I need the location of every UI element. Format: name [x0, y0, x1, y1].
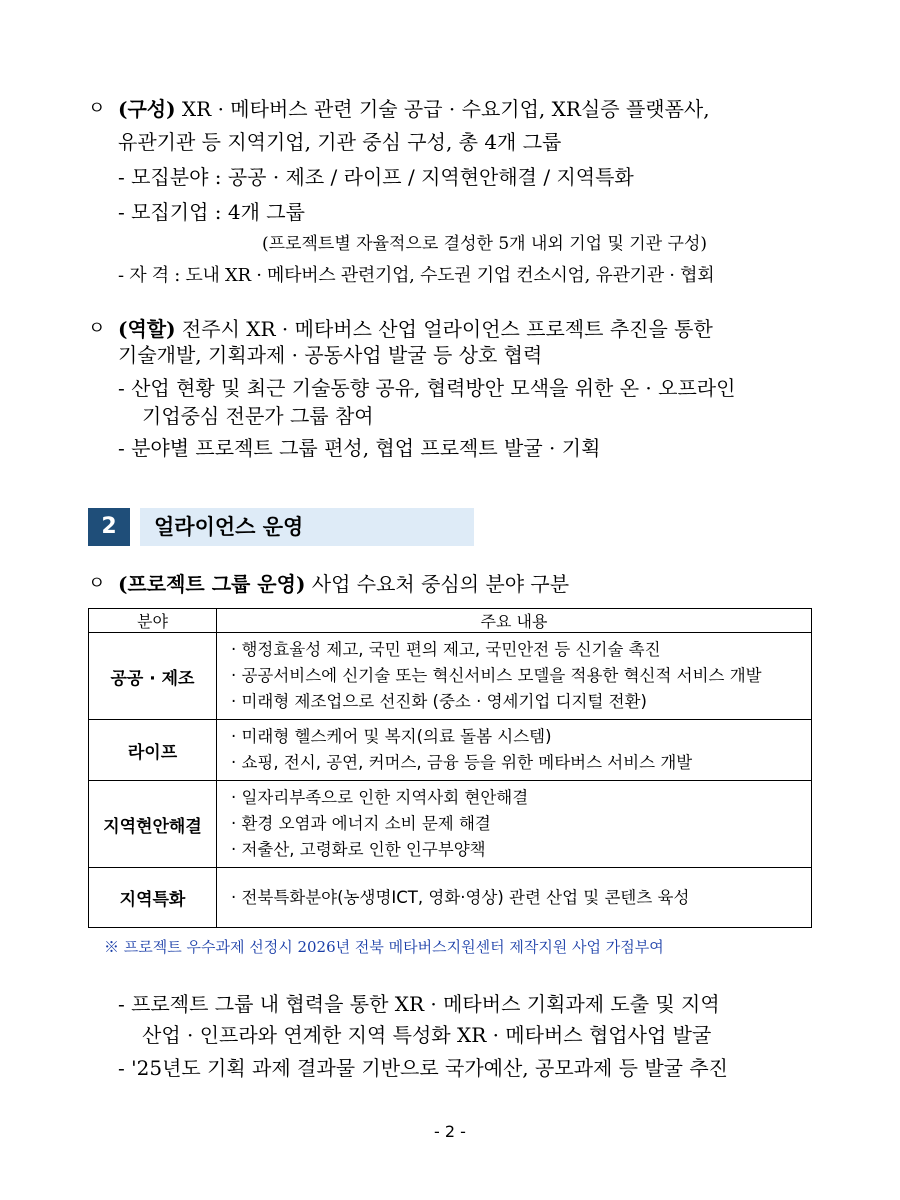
- recruit-field: - 모집분야 : 공공 · 제조 / 라이프 / 지역현안해결 / 지역특화: [118, 165, 634, 189]
- project-detail-1b: 산업 · 인프라와 연계한 지역 특성화 XR · 메타버스 협업사업 발굴: [142, 1023, 712, 1047]
- table-row: [89, 781, 812, 868]
- table-header-row: [89, 609, 812, 633]
- role-detail-1a: - 산업 현황 및 최근 기술동향 공유, 협력방안 모색을 위한 온 · 오프라인: [118, 376, 736, 400]
- header-content: 주요 내용: [217, 609, 812, 633]
- project-group-line: [118, 570, 569, 598]
- page-number: - 2 -: [434, 1122, 466, 1141]
- row-items: [217, 868, 812, 928]
- list-item: · 미래형 헬스케어 및 복지(의료 돌봄 시스템): [231, 727, 552, 746]
- row-items: [217, 633, 812, 720]
- list-item: · 미래형 제조업으로 선진화 (중소 · 영세기업 디지털 전환): [231, 692, 647, 711]
- composition-line-1: [118, 95, 710, 123]
- bullet-circle: ㅇ: [88, 98, 106, 119]
- composition-label: (구성): [118, 97, 176, 121]
- table-row: [89, 633, 812, 720]
- project-detail-2: - '25년도 기획 과제 결과물 기반으로 국가예산, 공모과제 등 발굴 추진: [118, 1056, 728, 1080]
- row-category: 지역특화: [89, 868, 217, 928]
- bullet-circle: ㅇ: [88, 573, 106, 594]
- recruit-company: - 모집기업 : 4개 그룹: [118, 200, 305, 224]
- list-item: · 전북특화분야(농생명ICT, 영화·영상) 관련 산업 및 콘텐츠 육성: [231, 887, 690, 907]
- role-line-1: [118, 315, 713, 343]
- role-detail-2: - 분야별 프로젝트 그룹 편성, 협업 프로젝트 발굴 · 기획: [118, 436, 601, 460]
- composition-text: XR · 메타버스 관련 기술 공급 · 수요기업, XR실증 플랫폼사,: [175, 97, 710, 121]
- role-line-2: 기술개발, 기획과제 · 공동사업 발굴 등 상호 협력: [118, 343, 543, 367]
- list-item: · 저출산, 고령화로 인한 인구부양책: [231, 840, 486, 859]
- list-item: · 일자리부족으로 인한 지역사회 현안해결: [231, 788, 529, 807]
- role-text: 전주시 XR · 메타버스 산업 얼라이언스 프로젝트 추진을 통한: [175, 317, 713, 341]
- role-label: (역할): [118, 317, 176, 341]
- row-items: [217, 781, 812, 868]
- note-text: ※ 프로젝트 우수과제 선정시 2026년 전북 메타버스지원센터 제작지원 사업 가점부여: [104, 938, 664, 956]
- project-group-table: [88, 608, 812, 928]
- project-group-text: 사업 수요처 중심의 분야 구분: [305, 572, 570, 596]
- header-field: 분야: [89, 609, 217, 633]
- bullet-circle: ㅇ: [88, 318, 106, 339]
- section-title: 얼라이언스 운영: [140, 508, 474, 546]
- qualification: - 자 격 : 도내 XR · 메타버스 관련기업, 수도권 기업 컨소시엄, 유관기관 · 협회: [118, 265, 715, 286]
- list-item: · 공공서비스에 신기술 또는 혁신서비스 모델을 적용한 혁신적 서비스 개발: [231, 666, 762, 685]
- row-category: 라이프: [89, 720, 217, 781]
- row-category: 지역현안해결: [89, 781, 217, 868]
- project-group-label: (프로젝트 그룹 운영): [118, 572, 306, 596]
- list-item: · 행정효율성 제고, 국민 편의 제고, 국민안전 등 신기술 촉진: [231, 640, 661, 659]
- row-category: 공공 · 제조: [89, 633, 217, 720]
- composition-line-2: 유관기관 등 지역기업, 기관 중심 구성, 총 4개 그룹: [118, 130, 562, 154]
- table-row: [89, 720, 812, 781]
- table-row: [89, 868, 812, 928]
- list-item: · 환경 오염과 에너지 소비 문제 해결: [231, 814, 491, 833]
- project-detail-1a: - 프로젝트 그룹 내 협력을 통한 XR · 메타버스 기획과제 도출 및 지역: [118, 992, 720, 1016]
- list-item: · 쇼핑, 전시, 공연, 커머스, 금융 등을 위한 메타버스 서비스 개발: [231, 753, 693, 772]
- recruit-company-note: (프로젝트별 자율적으로 결성한 5개 내외 기업 및 기관 구성): [262, 234, 708, 254]
- section-number: 2: [88, 508, 130, 546]
- role-detail-1b: 기업중심 전문가 그룹 참여: [142, 404, 374, 428]
- row-items: [217, 720, 812, 781]
